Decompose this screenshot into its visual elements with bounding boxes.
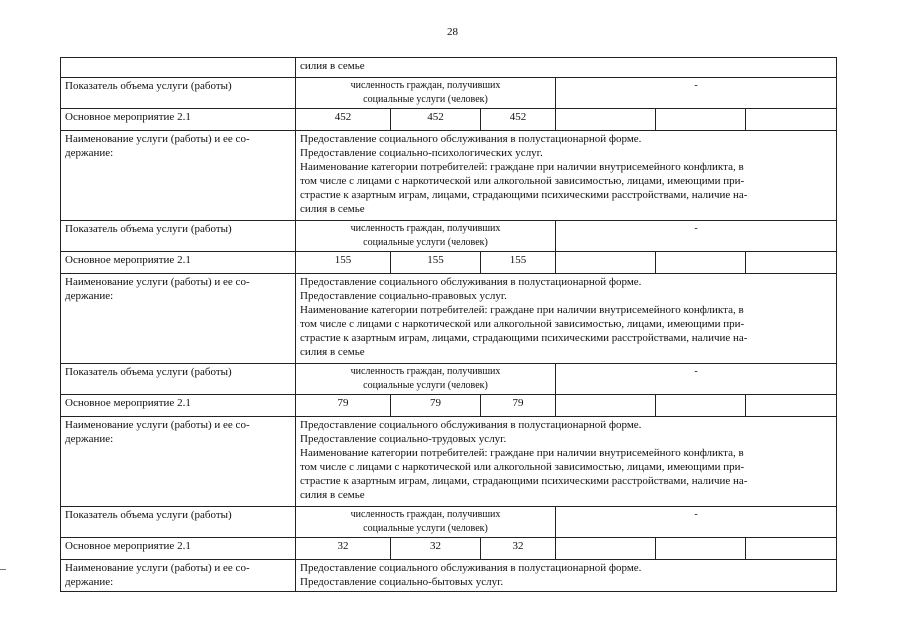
service-line: Предоставление социально-правовых услуг. — [300, 290, 507, 302]
value-cell: 452 — [481, 109, 556, 131]
activity-label: Основное мероприятие 2.1 — [61, 252, 296, 274]
service-label — [61, 274, 296, 364]
service-label-line: Наименование услуги (работы) и ее со- — [65, 562, 250, 574]
indicator-text-line: численность граждан, получивших — [350, 366, 501, 377]
indicator-text-line: численность граждан, получивших — [350, 509, 501, 520]
indicator-text-line: социальные услуги (человек) — [363, 94, 488, 105]
service-label-line: держание: — [65, 576, 114, 588]
indicator-text — [296, 507, 556, 538]
indicator-label: Показатель объема услуги (работы) — [61, 78, 296, 109]
service-row — [61, 274, 837, 364]
value-cell: 452 — [296, 109, 391, 131]
margin-mark — [0, 569, 6, 570]
value-cell: 79 — [296, 395, 391, 417]
service-label-line: держание: — [65, 433, 114, 445]
continuation-row — [61, 58, 837, 78]
empty-cell — [746, 109, 837, 131]
service-description — [296, 131, 837, 221]
service-line: том числе с лицами с наркотической или алкогольной зависимостью, лицами, имеющими при- — [300, 175, 745, 187]
value-cell: 155 — [296, 252, 391, 274]
service-description — [296, 274, 837, 364]
empty-cell — [556, 538, 656, 560]
value-cell: 155 — [481, 252, 556, 274]
service-line: Наименование категории потребителей: граждане при наличии внутрисемейного конфликта, в — [300, 304, 744, 316]
service-row — [61, 560, 837, 592]
service-label-line: держание: — [65, 290, 114, 302]
indicator-text-line: социальные услуги (человек) — [363, 380, 488, 391]
service-line: страстие к азартным играм, лицами, страдающими психическими расстройствами, наличие на- — [300, 189, 748, 201]
activity-label: Основное мероприятие 2.1 — [61, 395, 296, 417]
continuation-text: силия в семье — [296, 58, 837, 78]
empty-cell — [556, 395, 656, 417]
service-row — [61, 131, 837, 221]
indicator-dash: - — [556, 364, 837, 395]
service-line: Предоставление социально-трудовых услуг. — [300, 433, 507, 445]
page-number: 28 — [447, 26, 458, 38]
empty-cell — [556, 252, 656, 274]
service-line: том числе с лицами с наркотической или алкогольной зависимостью, лицами, имеющими при- — [300, 318, 745, 330]
service-line: страстие к азартным играм, лицами, страдающими психическими расстройствами, наличие на- — [300, 332, 748, 344]
indicator-text — [296, 78, 556, 109]
service-line: Предоставление социального обслуживания в полустационарной форме. — [300, 276, 642, 288]
indicator-dash: - — [556, 78, 837, 109]
indicator-dash: - — [556, 221, 837, 252]
value-cell: 32 — [481, 538, 556, 560]
value-cell: 79 — [391, 395, 481, 417]
service-line: силия в семье — [300, 203, 365, 215]
empty-cell — [746, 395, 837, 417]
activity-label: Основное мероприятие 2.1 — [61, 109, 296, 131]
indicator-label: Показатель объема услуги (работы) — [61, 507, 296, 538]
service-line: Предоставление социального обслуживания в полустационарной форме. — [300, 133, 642, 145]
service-line: Наименование категории потребителей: граждане при наличии внутрисемейного конфликта, в — [300, 447, 744, 459]
service-label-line: Наименование услуги (работы) и ее со- — [65, 419, 250, 431]
service-label-line: Наименование услуги (работы) и ее со- — [65, 133, 250, 145]
service-label-line: держание: — [65, 147, 114, 159]
empty-cell — [746, 538, 837, 560]
indicator-text — [296, 364, 556, 395]
value-cell: 155 — [391, 252, 481, 274]
activity-row — [61, 109, 837, 131]
value-cell: 452 — [391, 109, 481, 131]
service-line: Предоставление социального обслуживания в полустационарной форме. — [300, 419, 642, 431]
value-cell: 79 — [481, 395, 556, 417]
value-cell: 32 — [391, 538, 481, 560]
service-line: том числе с лицами с наркотической или алкогольной зависимостью, лицами, имеющими при- — [300, 461, 745, 473]
empty-cell — [656, 109, 746, 131]
indicator-row — [61, 364, 837, 395]
service-row — [61, 417, 837, 507]
indicator-text-line: численность граждан, получивших — [350, 80, 501, 91]
empty-cell — [746, 252, 837, 274]
empty-cell — [656, 252, 746, 274]
service-line: Предоставление социального обслуживания в полустационарной форме. — [300, 562, 642, 574]
service-line: Предоставление социально-бытовых услуг. — [300, 576, 504, 588]
service-line: силия в семье — [300, 489, 365, 501]
service-description — [296, 560, 837, 592]
empty-cell — [656, 538, 746, 560]
indicator-text-line: социальные услуги (человек) — [363, 523, 488, 534]
value-cell: 32 — [296, 538, 391, 560]
empty-label-cell — [61, 58, 296, 78]
indicator-text-line: численность граждан, получивших — [350, 223, 501, 234]
empty-cell — [656, 395, 746, 417]
indicator-text — [296, 221, 556, 252]
service-line: силия в семье — [300, 346, 365, 358]
activity-label: Основное мероприятие 2.1 — [61, 538, 296, 560]
indicator-row — [61, 221, 837, 252]
services-table — [60, 57, 837, 592]
indicator-text-line: социальные услуги (человек) — [363, 237, 488, 248]
service-line: Предоставление социально-психологических услуг. — [300, 147, 543, 159]
activity-row — [61, 538, 837, 560]
service-label — [61, 131, 296, 221]
indicator-dash: - — [556, 507, 837, 538]
service-label — [61, 560, 296, 592]
indicator-label: Показатель объема услуги (работы) — [61, 221, 296, 252]
service-description — [296, 417, 837, 507]
activity-row — [61, 252, 837, 274]
indicator-row — [61, 78, 837, 109]
service-line: Наименование категории потребителей: граждане при наличии внутрисемейного конфликта, в — [300, 161, 744, 173]
indicator-row — [61, 507, 837, 538]
indicator-label: Показатель объема услуги (работы) — [61, 364, 296, 395]
service-label — [61, 417, 296, 507]
empty-cell — [556, 109, 656, 131]
activity-row — [61, 395, 837, 417]
service-line: страстие к азартным играм, лицами, страдающими психическими расстройствами, наличие на- — [300, 475, 748, 487]
service-label-line: Наименование услуги (работы) и ее со- — [65, 276, 250, 288]
